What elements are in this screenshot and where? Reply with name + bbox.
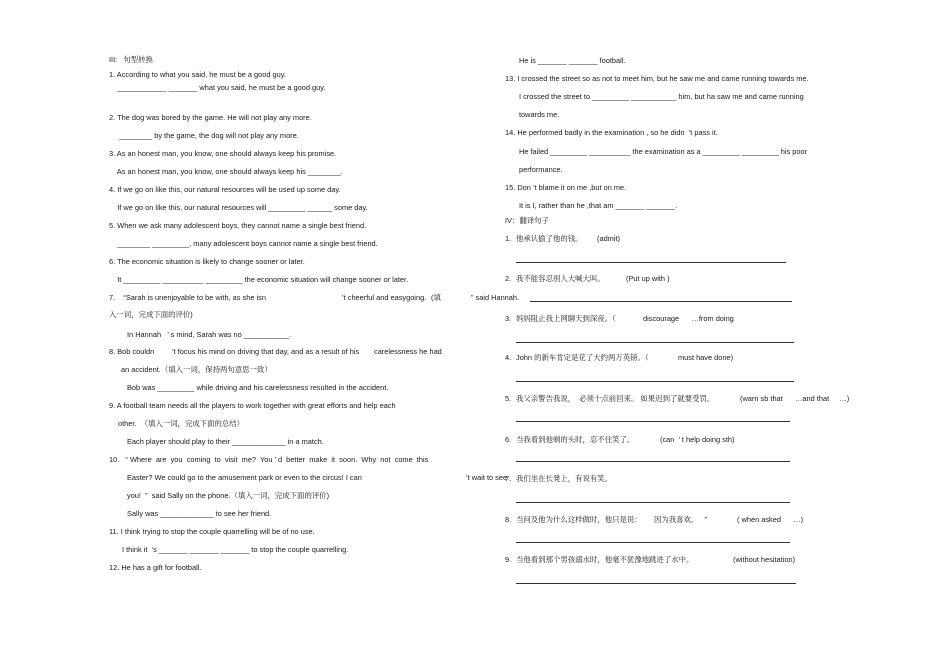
tr6-answer-line[interactable]	[516, 461, 790, 462]
tr4-num: 4.	[505, 353, 512, 362]
tr1-num: 1.	[505, 234, 512, 243]
q8-part1: 8. Bob couldn	[109, 347, 155, 356]
q14-rewrite-cont: performance.	[519, 165, 563, 174]
section-title-iv: IV：翻译句子	[505, 216, 549, 225]
q5-rewrite: ________ _________, many adolescent boys cannot name a single best friend.	[109, 239, 378, 248]
tr2-hint: (Put up with )	[626, 274, 670, 283]
q9-instruction: other. （填入一词，完成下面的总结）	[118, 419, 245, 428]
tr5-answer-line[interactable]	[516, 421, 790, 422]
tr2-cn: 我不能容忍别人大喊大叫。	[516, 274, 605, 283]
q13-rewrite-cont: towards me.	[519, 110, 560, 119]
q12-rewrite: He is _______ _______ football.	[519, 56, 626, 65]
tr3-answer-line[interactable]	[516, 342, 794, 343]
q10-line3: you! ” said Sally on the phone.（填入一词，完成下面的评价)	[127, 491, 330, 500]
tr5-hint: (warn sb that …and that …)	[740, 394, 850, 403]
q7-rewrite: In Hannah ’ s mind, Sarah was no ___________.	[127, 330, 292, 339]
section-title-iii: III: 句型转换	[109, 55, 153, 64]
q7-part1: 7. “Sarah is unenjoyable to be with, as she isn	[109, 293, 266, 302]
tr9-cn: 当他看到那个男孩溺水时，他毫不犹豫地跳进了水中。	[516, 555, 694, 564]
tr7-num: 7.	[505, 474, 512, 483]
q7-part4: (填	[431, 293, 441, 302]
q7-instruction: 入一词，完成下面的评价)	[109, 310, 193, 319]
q13-rewrite: I crossed the street to _________ ___________ him, but ha saw me and came running	[519, 92, 804, 101]
q1: 1. According to what you said, he must be a good guy.	[109, 70, 286, 79]
tr6-num: 6.	[505, 435, 512, 444]
q13: 13. I crossed the street so as not to meet him, but he saw me and came running towards me.	[505, 74, 809, 83]
tr5-num: 5.	[505, 394, 512, 403]
tr1-hint: (admit)	[597, 234, 620, 243]
tr1-answer-line[interactable]	[516, 262, 786, 263]
q11-rewrite: I think it ’s _______ _______ _______ to stop the couple quarrelling.	[122, 545, 349, 554]
tr6-cn: 当我看到他剃的头时，忍不住笑了。	[516, 435, 635, 444]
q9: 9. A football team needs all the players to work together with great efforts and help each	[109, 401, 396, 410]
q2-rewrite: ________ by the game, the dog will not play any more.	[109, 131, 299, 140]
q10-line1: 10. “ Where are you coming to visit me? You ’ d better make it soon. Why not come this	[109, 455, 429, 464]
tr3-cn: 妈妈阻止我上网聊天到深夜。（	[516, 314, 616, 323]
tr3-num: 3.	[505, 314, 512, 323]
tr2-answer-line[interactable]	[530, 301, 792, 302]
q8-part3: carelessness he had	[374, 347, 442, 356]
tr3-hint: discourage …from doing	[643, 314, 734, 323]
tr6-hint: (can ’ t help doing sth)	[660, 435, 735, 444]
q4: 4. If we go on like this, our natural resources will be used up some day.	[109, 185, 341, 194]
q11: 11. I think trying to stop the couple quarrelling will be of no use.	[109, 527, 315, 536]
q6: 6. The economic situation is likely to change sooner or later.	[109, 257, 305, 266]
q3: 3. As an honest man, you know, one should always keep his promise.	[109, 149, 337, 158]
q7-part2: ’t cheerful and easygoing.	[342, 293, 427, 302]
tr4-cn: John 的新车肯定是花了大约两万英镑。（	[516, 353, 649, 362]
tr9-answer-line[interactable]	[516, 583, 796, 584]
q14: 14. He performed badly in the examination , so he didn ’t pass it.	[505, 128, 718, 137]
q1-rewrite: ____________ _______ what you said, he must be a good guy.	[109, 83, 326, 92]
tr1-cn: 他承认偷了他的钱。	[516, 234, 583, 243]
tr5-cn: 我父亲警告我说， 必须十点前回来。 如果迟到了就要受罚。	[516, 394, 715, 403]
tr9-num: 9.	[505, 555, 512, 564]
tr2-num: 2.	[505, 274, 512, 283]
q8-part2: ’t focus his mind on driving that day, and as a result of his	[172, 347, 360, 356]
tr8-answer-line[interactable]	[516, 542, 790, 543]
q3-rewrite: As an honest man, you know, one should always keep his ________.	[109, 167, 343, 176]
tr8-hint: ( when asked …)	[737, 515, 804, 524]
q7-part3: ” said Hannah.	[471, 293, 520, 302]
q9-rewrite: Each player should play to their _____________ in a match.	[127, 437, 324, 446]
q10-line2b: ’t wait to see	[466, 473, 508, 482]
tr7-cn: 我们坐在长凳上，有说有笑。	[516, 474, 613, 483]
q5: 5. When we ask many adolescent boys, they cannot name a single best friend.	[109, 221, 367, 230]
q10-rewrite: Sally was _____________ to see her friend.	[127, 509, 272, 518]
q2: 2. The dog was bored by the game. He will not play any more.	[109, 113, 312, 122]
q4-rewrite: If we go on like this, our natural resources will _________ ______ some day.	[109, 203, 368, 212]
tr7-answer-line[interactable]	[516, 502, 790, 503]
tr4-hint: must have done)	[678, 353, 734, 362]
q15-rewrite: It is I, rather than he ,that am _______ _______.	[519, 201, 678, 210]
q6-rewrite: It _________ __________ _________ the economic situation will change sooner or later.	[109, 275, 409, 284]
q8-instruction: an accident.（填入一词，保持两句意思一致）	[121, 365, 272, 374]
q8-rewrite: Bob was _________ while driving and his carelessness resulted in the accident.	[127, 383, 389, 392]
tr9-hint: (without hesitation)	[733, 555, 796, 564]
q12: 12. He has a gift for football.	[109, 563, 202, 572]
tr8-cn: 当问及他为什么这样做时，他只是说： 因为我喜欢。 ”	[516, 515, 707, 524]
q10-line2: Easter? We could go to the amusement park or even to the circus! I can	[127, 473, 362, 482]
q14-rewrite: He failed _________ __________ the examination as a _________ _________ his poor	[519, 147, 808, 156]
tr8-num: 8.	[505, 515, 512, 524]
tr4-answer-line[interactable]	[516, 381, 794, 382]
q15: 15. Don ’t blame it on me ,but on me.	[505, 183, 627, 192]
